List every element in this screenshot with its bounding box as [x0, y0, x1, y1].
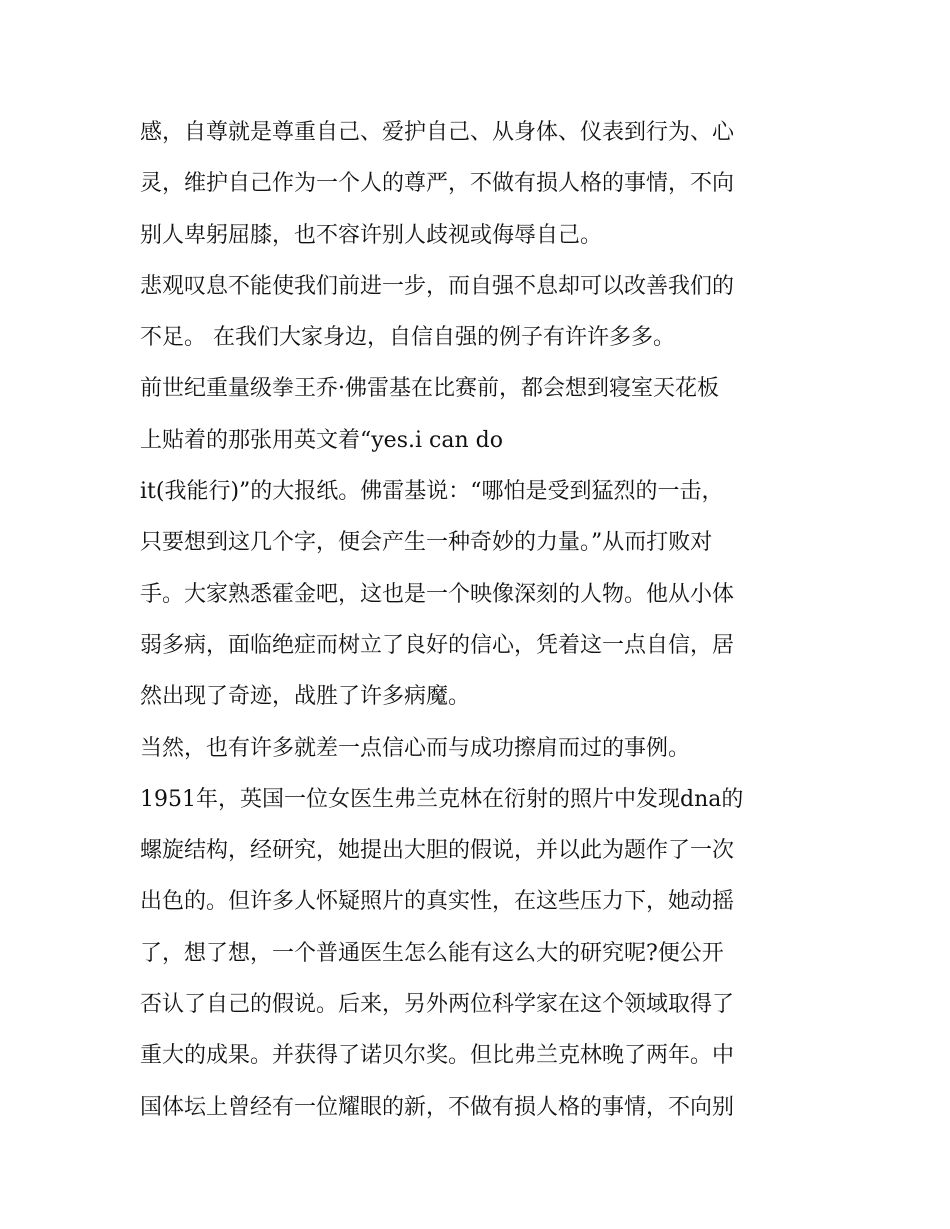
- text-line: 手。大家熟悉霍金吧，这也是一个映像深刻的人物。他从小体: [140, 581, 735, 607]
- text-line: 螺旋结构，经研究，她提出大胆的假说，并以此为题作了一次: [140, 838, 735, 864]
- text-line: 不足。 在我们大家身边，自信自强的例子有许许多多。: [140, 325, 675, 351]
- text-line: 重大的成果。并获得了诺贝尔奖。但比弗兰克林晚了两年。中: [140, 1043, 735, 1069]
- text-line: 上贴着的那张用英文着“yes.i can do: [140, 427, 503, 453]
- text-line: 出色的。但许多人怀疑照片的真实性，在这些压力下，她动摇: [140, 889, 735, 915]
- text-line: 当然，也有许多就差一点信心而与成功擦肩而过的事例。: [140, 735, 691, 761]
- text-line: 别人卑躬屈膝，也不容许别人歧视或侮辱自己。: [140, 222, 603, 248]
- text-line: 弱多病，面临绝症而树立了良好的信心，凭着这一点自信，居: [140, 632, 735, 658]
- text-line: 了，想了想，一个普通医生怎么能有这么大的研究呢?便公开: [140, 940, 724, 966]
- text-line: 否认了自己的假说。后来，另外两位科学家在这个领域取得了: [140, 992, 735, 1018]
- text-line: it(我能行)”的大报纸。佛雷基说：“哪怕是受到猛烈的一击，: [140, 479, 724, 505]
- text-line: 只要想到这几个字，便会产生一种奇妙的力量。”从而打败对: [140, 530, 713, 556]
- text-line: 悲观叹息不能使我们前进一步，而自强不息却可以改善我们的: [140, 273, 735, 299]
- text-line: 然出现了奇迹，战胜了许多病魔。: [140, 684, 471, 710]
- text-line: 国体坛上曾经有一位耀眼的新，不做有损人格的事情，不向别: [140, 1094, 735, 1120]
- text-line: 1951年，英国一位女医生弗兰克林在衍射的照片中发现dna的: [140, 786, 744, 812]
- text-line: 前世纪重量级拳王乔·佛雷基在比赛前，都会想到寝室天花板: [140, 376, 719, 402]
- document-body: [140, 107, 820, 1133]
- text-line: 灵，维护自己作为一个人的尊严，不做有损人格的事情，不向: [140, 171, 735, 197]
- text-line: 感，自尊就是尊重自己、爱护自己、从身体、仪表到行为、心: [140, 120, 735, 145]
